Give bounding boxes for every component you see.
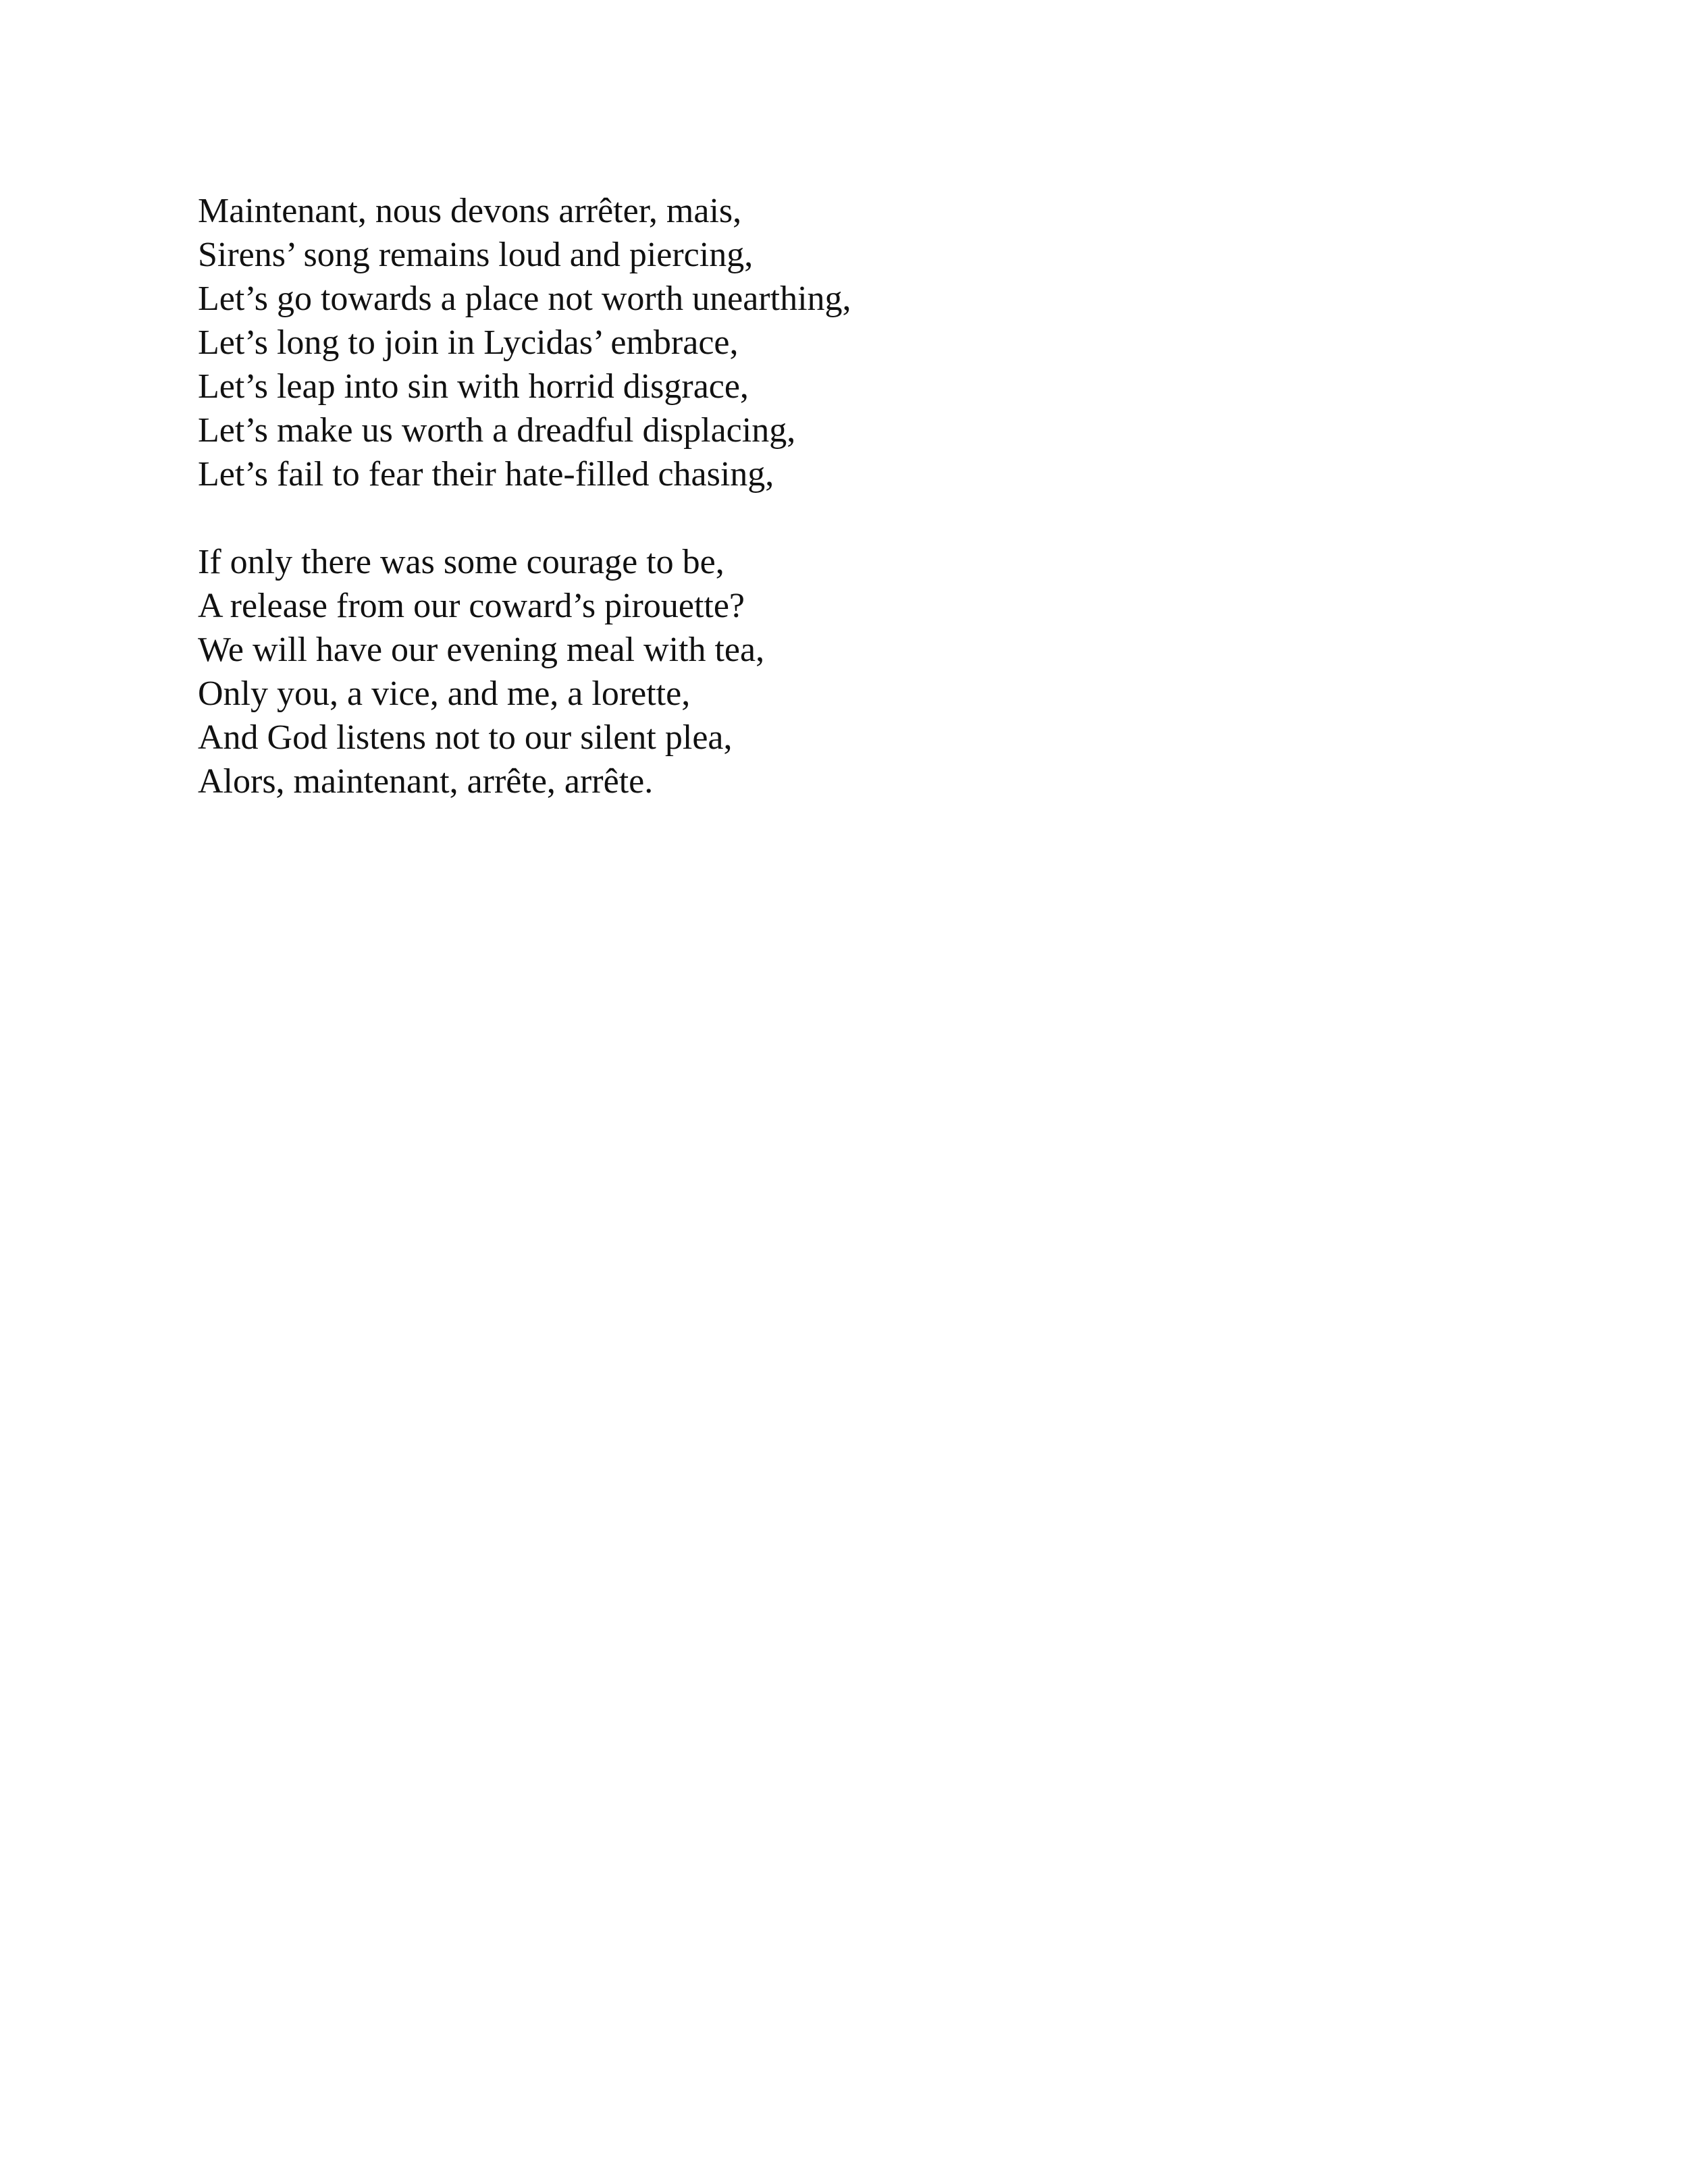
poem-line: And God listens not to our silent plea, — [198, 718, 733, 757]
poem-line: Maintenant, nous devons arrêter, mais, — [198, 192, 742, 230]
poem-line: A release from our coward’s pirouette? — [198, 587, 745, 625]
poem-line: Alors, maintenant, arrête, arrête. — [198, 762, 654, 801]
poem-line: Let’s leap into sin with horrid disgrace, — [198, 367, 749, 406]
poem-line: Sirens’ song remains loud and piercing, — [198, 236, 754, 274]
poem-line: Let’s fail to fear their hate-filled chasing, — [198, 455, 774, 494]
poem — [198, 189, 1548, 803]
stanza-1 — [198, 189, 1548, 496]
stanza-2 — [198, 540, 1548, 803]
poem-line: If only there was some courage to be, — [198, 543, 724, 581]
poem-line: Let’s go towards a place not worth unearthing, — [198, 279, 851, 318]
poem-line: Let’s make us worth a dreadful displacing, — [198, 411, 796, 450]
poem-line: Only you, a vice, and me, a lorette, — [198, 674, 691, 713]
poem-line: Let’s long to join in Lycidas’ embrace, — [198, 323, 739, 362]
poem-line: We will have our evening meal with tea, — [198, 631, 765, 669]
